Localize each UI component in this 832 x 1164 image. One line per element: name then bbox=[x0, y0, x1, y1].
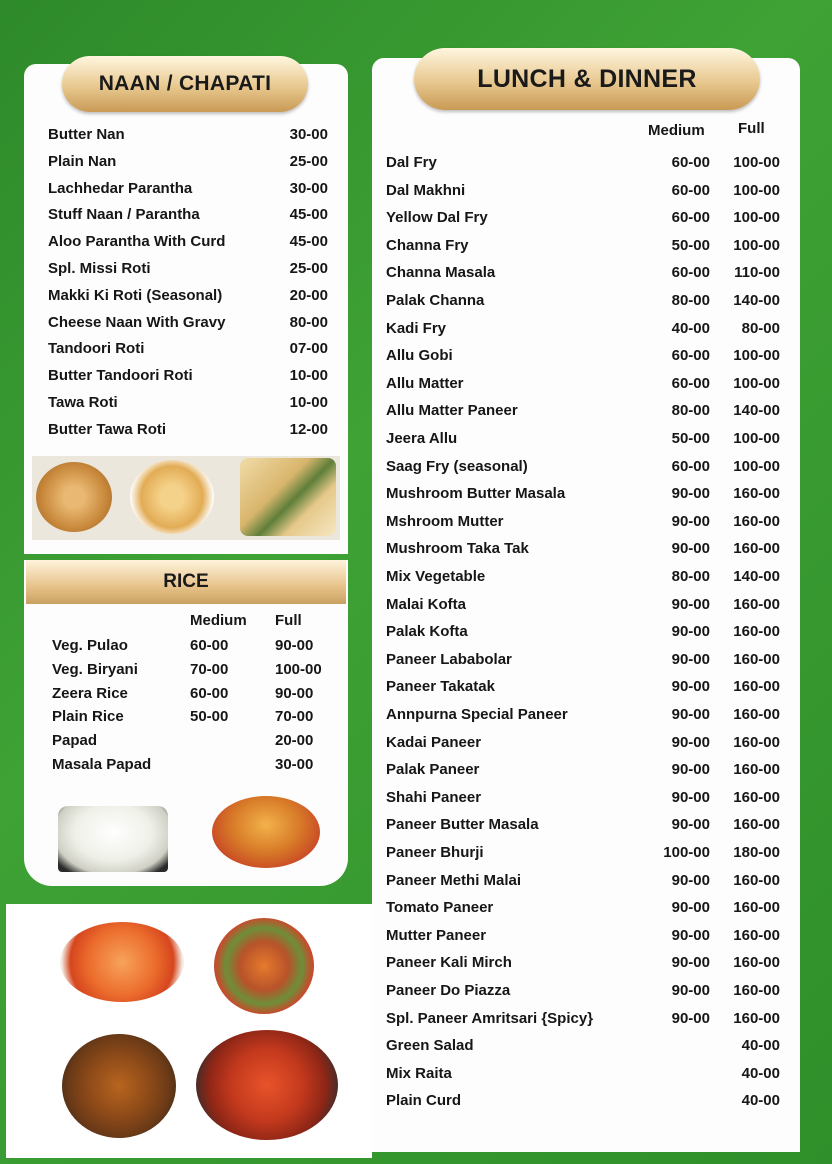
menu-item-medium-price: 90-00 bbox=[671, 926, 710, 944]
menu-item-name: Channa Fry bbox=[386, 236, 469, 254]
menu-item-name: Paneer Kali Mirch bbox=[386, 954, 512, 972]
menu-item-name: Paneer Do Piazza bbox=[386, 982, 511, 999]
menu-item-name: Allu Gobi bbox=[386, 347, 453, 365]
menu-item-name: Kadai Paneer bbox=[386, 733, 482, 751]
menu-item-name: Malai Kofta bbox=[386, 595, 467, 613]
menu-item-medium-price: 90-00 bbox=[671, 623, 710, 641]
menu-item-full-price: 20-00 bbox=[275, 732, 314, 750]
menu-item-full-price: 160-00 bbox=[733, 926, 780, 944]
rice-full-header: Full bbox=[275, 612, 302, 629]
menu-item-name: Plain Rice bbox=[52, 708, 124, 726]
menu-item-full-price: 100-00 bbox=[733, 236, 780, 254]
menu-item-medium-price: 90-00 bbox=[671, 1009, 710, 1027]
rice-medium-header: Medium bbox=[190, 612, 247, 629]
menu-item-price: 45-00 bbox=[289, 233, 328, 251]
menu-item-full-price: 160-00 bbox=[733, 485, 780, 503]
menu-item-full-price: 160-00 bbox=[733, 871, 780, 889]
menu-item-full-price: 160-00 bbox=[733, 954, 780, 972]
menu-item-name: Annpurna Special Paneer bbox=[386, 706, 568, 723]
rice-title: RICE bbox=[26, 560, 346, 604]
menu-item-full-price: 90-00 bbox=[275, 637, 314, 654]
menu-item-medium-price: 60-00 bbox=[671, 209, 710, 227]
menu-item-name: Cheese Naan With Gravy bbox=[48, 313, 226, 331]
menu-item-medium-price: 60-00 bbox=[671, 154, 710, 171]
menu-item-medium-price: 60-00 bbox=[671, 457, 710, 475]
menu-item-full-price: 160-00 bbox=[733, 540, 780, 558]
menu-item-name: Tandoori Roti bbox=[48, 340, 145, 358]
menu-item-name: Tomato Paneer bbox=[386, 899, 494, 917]
menu-item-full-price: 80-00 bbox=[741, 319, 780, 337]
menu-item-name: Aloo Parantha With Curd bbox=[48, 233, 226, 251]
menu-item-name: Butter Tawa Roti bbox=[48, 420, 167, 438]
menu-item-price: 80-00 bbox=[289, 313, 328, 331]
menu-item-full-price: 180-00 bbox=[733, 844, 780, 861]
menu-item-name: Masala Papad bbox=[52, 756, 152, 773]
menu-item-price: 25-00 bbox=[289, 260, 328, 277]
paneer-curry-image bbox=[196, 1030, 338, 1140]
menu-item-full-price: 160-00 bbox=[733, 788, 780, 806]
menu-item-name: Mix Raita bbox=[386, 1064, 452, 1082]
menu-item-medium-price: 80-00 bbox=[671, 292, 710, 309]
menu-item-full-price: 160-00 bbox=[733, 678, 780, 696]
menu-item-medium-price: 90-00 bbox=[671, 816, 710, 834]
menu-item-full-price: 100-00 bbox=[733, 430, 780, 447]
menu-item-medium-price: 70-00 bbox=[190, 660, 229, 678]
menu-item-medium-price: 100-00 bbox=[663, 844, 710, 861]
menu-item-name: Mshroom Mutter bbox=[386, 512, 504, 530]
menu-item-medium-price: 60-00 bbox=[671, 374, 710, 392]
menu-item-name: Zeera Rice bbox=[52, 684, 128, 702]
menu-item-name: Kadi Fry bbox=[386, 319, 447, 337]
menu-item-name: Veg. Pulao bbox=[52, 637, 128, 654]
menu-item-price: 30-00 bbox=[289, 179, 328, 197]
menu-item-medium-price: 60-00 bbox=[190, 637, 229, 654]
menu-item-full-price: 160-00 bbox=[733, 650, 780, 668]
menu-item-medium-price: 90-00 bbox=[671, 788, 710, 806]
menu-item-name: Yellow Dal Fry bbox=[386, 209, 488, 227]
menu-item-full-price: 160-00 bbox=[733, 512, 780, 530]
menu-item-name: Saag Fry (seasonal) bbox=[386, 457, 528, 475]
menu-item-full-price: 40-00 bbox=[741, 1064, 780, 1082]
menu-item-name: Palak Channa bbox=[386, 292, 485, 309]
menu-item-price: 25-00 bbox=[289, 152, 328, 170]
malai-kofta-image bbox=[60, 922, 184, 1002]
menu-item-name: Paneer Butter Masala bbox=[386, 816, 539, 834]
menu-item-full-price: 100-00 bbox=[275, 660, 322, 678]
menu-item-medium-price: 90-00 bbox=[671, 485, 710, 503]
menu-item-medium-price: 90-00 bbox=[671, 761, 710, 779]
menu-item-name: Mushroom Taka Tak bbox=[386, 540, 529, 558]
aloo-paratha-image bbox=[130, 460, 214, 534]
menu-item-price: 30-00 bbox=[289, 126, 328, 143]
menu-item-full-price: 70-00 bbox=[275, 708, 314, 726]
menu-item-medium-price: 60-00 bbox=[671, 181, 710, 199]
menu-item-name: Mix Vegetable bbox=[386, 568, 486, 585]
mix-veg-image bbox=[214, 918, 314, 1014]
menu-item-full-price: 160-00 bbox=[733, 982, 780, 999]
menu-item-name: Green Salad bbox=[386, 1037, 474, 1055]
menu-item-medium-price: 50-00 bbox=[671, 236, 710, 254]
menu-item-full-price: 160-00 bbox=[733, 623, 780, 641]
kadai-paneer-image bbox=[62, 1034, 176, 1138]
jeera-rice-image bbox=[58, 806, 168, 872]
menu-item-name: Dal Fry bbox=[386, 154, 437, 171]
menu-item-price: 20-00 bbox=[289, 286, 328, 304]
menu-item-price: 10-00 bbox=[289, 394, 328, 411]
menu-item-medium-price: 90-00 bbox=[671, 706, 710, 723]
menu-item-name: Paneer Takatak bbox=[386, 678, 495, 696]
menu-item-full-price: 100-00 bbox=[733, 374, 780, 392]
menu-item-name: Channa Masala bbox=[386, 264, 496, 282]
naan-title: NAAN / CHAPATI bbox=[62, 56, 308, 112]
menu-item-full-price: 160-00 bbox=[733, 733, 780, 751]
garlic-naan-image bbox=[240, 458, 336, 536]
menu-item-full-price: 160-00 bbox=[733, 706, 780, 723]
menu-item-medium-price: 90-00 bbox=[671, 512, 710, 530]
menu-item-name: Spl. Paneer Amritsari {Spicy} bbox=[386, 1009, 594, 1027]
menu-item-name: Plain Nan bbox=[48, 152, 117, 170]
menu-item-full-price: 110-00 bbox=[734, 264, 780, 282]
menu-item-full-price: 100-00 bbox=[733, 209, 780, 227]
menu-item-medium-price: 90-00 bbox=[671, 871, 710, 889]
menu-item-medium-price: 90-00 bbox=[671, 982, 710, 999]
menu-item-medium-price: 90-00 bbox=[671, 899, 710, 917]
menu-item-name: Plain Curd bbox=[386, 1092, 462, 1110]
menu-item-full-price: 160-00 bbox=[733, 899, 780, 917]
menu-item-full-price: 100-00 bbox=[733, 347, 780, 365]
menu-item-medium-price: 80-00 bbox=[671, 402, 710, 420]
biryani-image bbox=[212, 796, 320, 868]
menu-item-name: Allu Matter Paneer bbox=[386, 402, 518, 420]
menu-item-medium-price: 60-00 bbox=[671, 347, 710, 365]
menu-item-medium-price: 80-00 bbox=[671, 568, 710, 585]
menu-item-full-price: 30-00 bbox=[275, 756, 314, 773]
menu-item-name: Lachhedar Parantha bbox=[48, 179, 193, 197]
menu-item-price: 07-00 bbox=[289, 340, 328, 358]
menu-item-name: Shahi Paneer bbox=[386, 788, 482, 806]
menu-item-name: Makki Ki Roti (Seasonal) bbox=[48, 286, 223, 304]
menu-item-full-price: 40-00 bbox=[741, 1037, 780, 1055]
menu-item-full-price: 100-00 bbox=[733, 154, 780, 171]
menu-item-medium-price: 40-00 bbox=[671, 319, 710, 337]
menu-item-medium-price: 60-00 bbox=[190, 684, 229, 702]
menu-item-full-price: 160-00 bbox=[733, 816, 780, 834]
menu-item-name: Paneer Lababolar bbox=[386, 650, 512, 668]
menu-item-price: 45-00 bbox=[289, 206, 328, 224]
menu-item-full-price: 100-00 bbox=[733, 181, 780, 199]
menu-item-name: Palak Kofta bbox=[386, 623, 468, 641]
menu-item-full-price: 140-00 bbox=[733, 292, 780, 309]
menu-item-name: Palak Paneer bbox=[386, 761, 480, 779]
menu-item-full-price: 160-00 bbox=[733, 595, 780, 613]
menu-item-name: Veg. Biryani bbox=[52, 660, 138, 678]
menu-item-medium-price: 90-00 bbox=[671, 540, 710, 558]
menu-item-price: 10-00 bbox=[289, 367, 328, 385]
menu-item-medium-price: 50-00 bbox=[190, 708, 229, 726]
menu-item-medium-price: 90-00 bbox=[671, 678, 710, 696]
lunch-full-header: Full bbox=[738, 120, 765, 137]
menu-item-medium-price: 90-00 bbox=[671, 733, 710, 751]
menu-item-name: Butter Nan bbox=[48, 126, 125, 143]
menu-item-name: Mushroom Butter Masala bbox=[386, 485, 566, 503]
menu-item-name: Tawa Roti bbox=[48, 394, 118, 411]
menu-item-name: Jeera Allu bbox=[386, 430, 458, 447]
menu-item-name: Dal Makhni bbox=[386, 181, 466, 199]
lunch-title: LUNCH & DINNER bbox=[414, 48, 760, 110]
menu-item-name: Allu Matter bbox=[386, 374, 464, 392]
menu-item-full-price: 160-00 bbox=[733, 1009, 780, 1027]
menu-item-medium-price: 50-00 bbox=[671, 430, 710, 447]
menu-item-full-price: 100-00 bbox=[733, 457, 780, 475]
menu-item-full-price: 140-00 bbox=[733, 402, 780, 420]
menu-item-full-price: 160-00 bbox=[733, 761, 780, 779]
menu-item-full-price: 90-00 bbox=[275, 684, 314, 702]
menu-item-name: Paneer Bhurji bbox=[386, 844, 484, 861]
menu-item-name: Papad bbox=[52, 732, 98, 750]
menu-item-name: Butter Tandoori Roti bbox=[48, 367, 193, 385]
menu-item-medium-price: 90-00 bbox=[671, 650, 710, 668]
menu-item-name: Mutter Paneer bbox=[386, 926, 487, 944]
menu-item-medium-price: 90-00 bbox=[671, 595, 710, 613]
menu-item-price: 12-00 bbox=[289, 420, 328, 438]
menu-item-name: Paneer Methi Malai bbox=[386, 871, 522, 889]
menu-item-medium-price: 90-00 bbox=[671, 954, 710, 972]
menu-item-medium-price: 60-00 bbox=[671, 264, 710, 282]
menu-item-full-price: 40-00 bbox=[741, 1092, 780, 1110]
menu-item-name: Stuff Naan / Parantha bbox=[48, 206, 200, 224]
lunch-medium-header: Medium bbox=[648, 122, 705, 139]
menu-item-name: Spl. Missi Roti bbox=[48, 260, 151, 277]
menu-item-full-price: 140-00 bbox=[733, 568, 780, 585]
lachha-paratha-image bbox=[36, 462, 112, 532]
